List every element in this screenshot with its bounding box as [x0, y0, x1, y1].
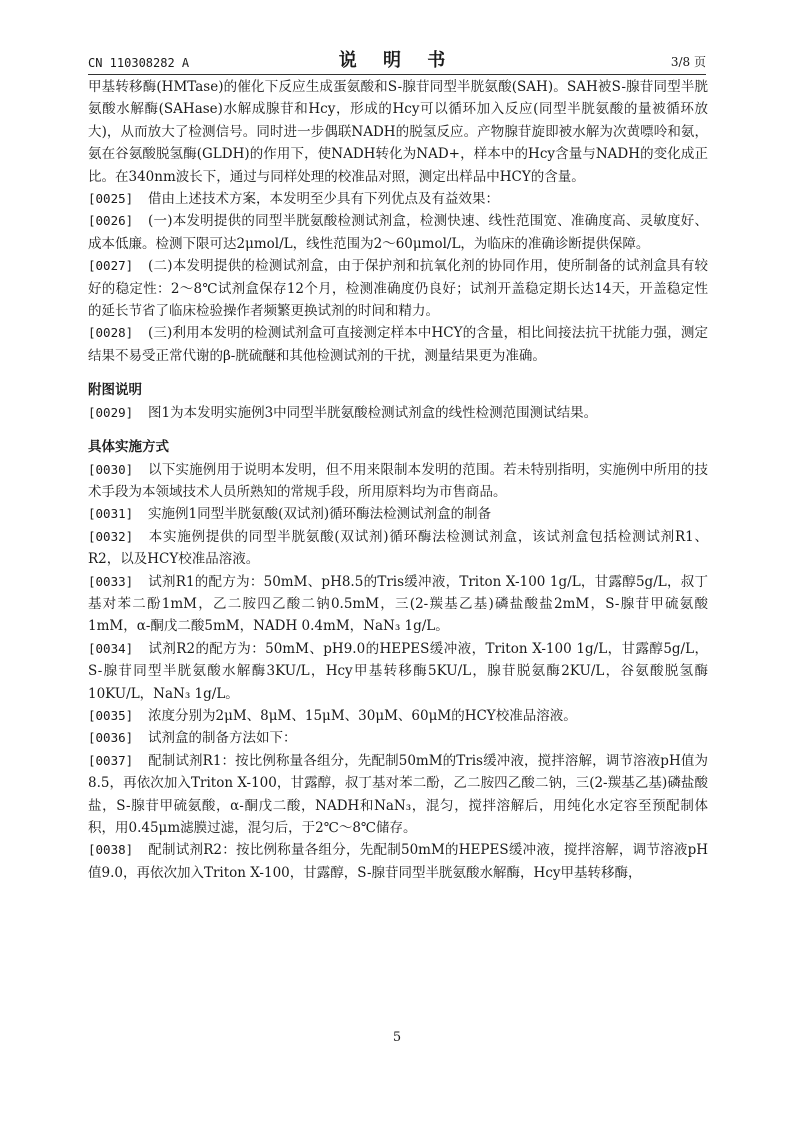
patent-number: CN 110308282 A — [88, 56, 190, 70]
paragraph-text: 借由上述技术方案，本发明至少具有下列优点及有益效果： — [148, 191, 499, 208]
paragraph-text: 本实施例提供的同型半胱氨酸(双试剂)循环酶法检测试剂盒，该试剂盒包括检测试剂R1、R2，以及HCY校准品溶液。 — [88, 528, 708, 568]
paragraph-number: [0035] — [88, 707, 134, 723]
paragraph-number: [0029] — [88, 404, 134, 420]
paragraph-text: 试剂R2的配方为：50mM、pH9.0的HEPES缓冲液，Triton X-100 1g/L，甘露醇5g/L，S-腺苷同型半胱氨酸水解酶3KU/L，Hcy甲基转移酶5KU/L，腺苷脱氨酶2KU/L，谷氨酸脱氢酶10KU/L，NaN₃ 1g/L。 — [88, 640, 708, 702]
intro-paragraph: 甲基转移酶(HMTase)的催化下反应生成蛋氨酸和S-腺苷同型半胱氨酸(SAH)。SAH被S-腺苷同型半胱氨酸水解酶(SAHase)水解成腺苷和Hcy，形成的Hcy可以循环加入反应(同型半胱氨酸的量被循环放大)，从而放大了检测信号。同时进一步偶联NADH的脱氢反应。产物腺苷旋即被水解为次黄嘌呤和氨，氨在谷氨酸脱氢酶(GLDH)的作用下，使NADH转化为NAD+，样本中的Hcy含量与NADH的变化成正比。在340nm波长下，通过与同样处理的校准品对照，测定出样品中HCY的含量。 — [88, 79, 708, 185]
numbered-paragraph — [88, 322, 708, 367]
numbered-paragraph — [88, 255, 708, 322]
paragraph-group-advantages — [88, 188, 708, 367]
paragraph-text: 试剂盒的制备方法如下： — [148, 730, 297, 747]
page-number: 5 — [392, 1030, 402, 1045]
paragraph-number: [0032] — [88, 528, 134, 544]
page-header — [88, 44, 706, 75]
section-title-embodiments: 具体实施方式 — [88, 439, 169, 456]
section-title-drawings: 附图说明 — [88, 382, 142, 399]
paragraph-number: [0038] — [88, 842, 134, 858]
numbered-paragraph — [88, 571, 708, 638]
numbered-paragraph — [88, 750, 708, 840]
numbered-paragraph — [88, 402, 708, 424]
numbered-paragraph — [88, 727, 708, 749]
paragraph-group-drawings — [88, 402, 708, 424]
numbered-paragraph — [88, 526, 708, 571]
paragraph-text: 试剂R1的配方为：50mM、pH8.5的Tris缓冲液，Triton X-100 1g/L，甘露醇5g/L，叔丁基对苯二酚1mM，乙二胺四乙酸二钠0.5mM，三(2-羰基乙基)磷盐酸盐2mM，S-腺苷甲硫氨酸1mM，α-酮戊二酸5mM，NADH 0.4mM，NaN₃ 1g/L。 — [88, 573, 708, 635]
paragraph-number: [0025] — [88, 191, 134, 207]
numbered-paragraph — [88, 839, 708, 884]
paragraph-number: [0026] — [88, 213, 134, 229]
numbered-paragraph — [88, 188, 708, 210]
paragraph-text: 以下实施例用于说明本发明，但不用来限制本发明的范围。若未特别指明，实施例中所用的技术手段为本领域技术人员所熟知的常规手段，所用原料均为市售商品。 — [88, 461, 708, 500]
paragraph-number: [0034] — [88, 640, 134, 656]
paragraph-number: [0027] — [88, 258, 134, 274]
document-body — [88, 76, 708, 884]
paragraph-number: [0031] — [88, 506, 134, 522]
paragraph-number: [0036] — [88, 730, 134, 746]
paragraph-text: (一)本发明提供的同型半胱氨酸检测试剂盒，检测快速、线性范围宽、准确度高、灵敏度好、成本低廉。检测下限可达2μmol/L，线性范围为2～60μmol/L，为临床的准确诊断提供保障。 — [88, 213, 708, 252]
paragraph-text: 配制试剂R2：按比例称量各组分，先配制50mM的HEPES缓冲液，搅拌溶解，调节溶液pH值9.0，再依次加入Triton X-100，甘露醇，S-腺苷同型半胱氨酸水解酶，Hcy甲基转移酶， — [88, 842, 708, 881]
paragraph-text: 配制试剂R1：按比例称量各组分，先配制50mM的Tris缓冲液，搅拌溶解，调节溶液pH值为8.5，再依次加入Triton X-100，甘露醇，叔丁基对苯二酚，乙二胺四乙酸二钠，三(2-羰基乙基)磷盐酸盐，S-腺苷甲硫氨酸，α-酮戊二酸，NADH和NaN₃，混匀，搅拌溶解后，用纯化水定容至预配制体积，用0.45μm滤膜过滤，混匀后，于2℃～8℃储存。 — [88, 752, 708, 836]
numbered-paragraph — [88, 503, 708, 525]
paragraph-text: 实施例1同型半胱氨酸(双试剂)循环酶法检测试剂盒的制备 — [148, 506, 492, 523]
paragraph-text: 浓度分别为2μM、8μM、15μM、30μM、60μM的HCY校准品溶液。 — [148, 707, 577, 724]
paragraph-text: 图1为本发明实施例3中同型半胱氨酸检测试剂盒的线性检测范围测试结果。 — [148, 404, 598, 421]
document-title: 说 明 书 — [338, 50, 456, 71]
paragraph-group-embodiments — [88, 459, 708, 885]
numbered-paragraph — [88, 210, 708, 255]
numbered-paragraph — [88, 705, 708, 727]
numbered-paragraph — [88, 638, 708, 705]
paragraph-number: [0037] — [88, 752, 134, 768]
paragraph-number: [0028] — [88, 325, 134, 341]
paragraph-text: (三)利用本发明的检测试剂盒可直接测定样本中HCY的含量，相比间接法抗干扰能力强，测定结果不易受正常代谢的β-胱硫醚和其他检测试剂的干扰，测量结果更为准确。 — [88, 325, 708, 364]
paragraph-number: [0030] — [88, 461, 134, 477]
paragraph-text: (二)本发明提供的检测试剂盒，由于保护剂和抗氧化剂的协同作用，使所制备的试剂盒具有较好的稳定性：2～8℃试剂盒保存12个月，检测准确度仍良好；试剂开盖稳定期长达14天，开盖稳定性的延长节省了临床检验操作者频繁更换试剂的时间和精力。 — [88, 258, 708, 320]
numbered-paragraph — [88, 459, 708, 504]
page-indicator: 3/8 页 — [670, 55, 706, 69]
paragraph-number: [0033] — [88, 573, 134, 589]
